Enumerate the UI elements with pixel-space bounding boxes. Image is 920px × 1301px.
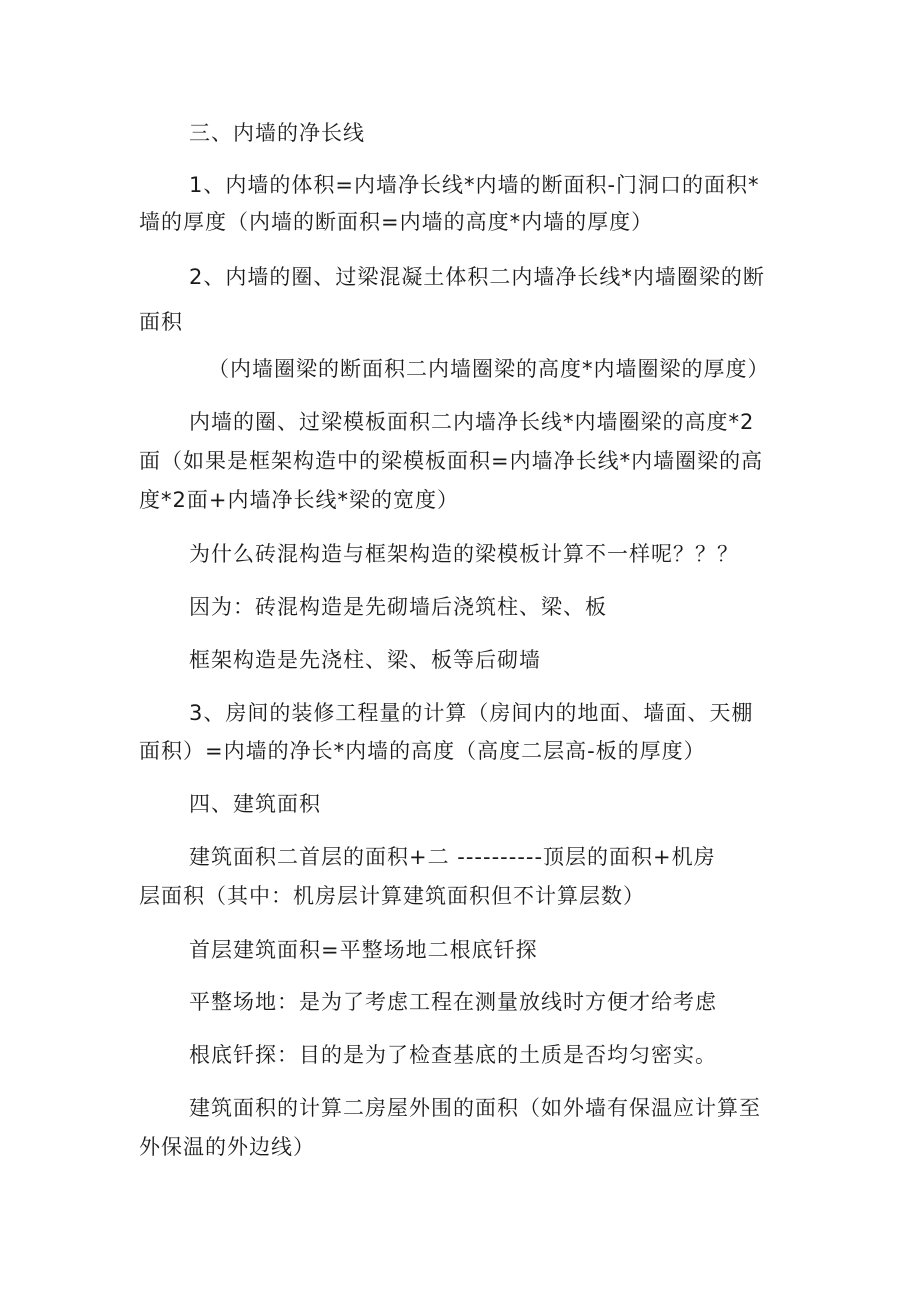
text-line: 建筑面积二首层的面积+二 ----------顶层的面积+机房 [189, 845, 716, 869]
text-line: 根底钎探：目的是为了检查基底的土质是否均匀密实。 [189, 1043, 717, 1067]
text-line: 度*2面+内墙净长线*梁的宽度） [139, 488, 459, 512]
text-line: 2、内墙的圈、过梁混凝土体积二内墙净长线*内墙圈梁的断 [189, 265, 765, 289]
section-heading-3: 三、内墙的净长线 [189, 121, 365, 145]
text-line: 内墙的圈、过梁模板面积二内墙净长线*内墙圈梁的高度*2 [189, 410, 755, 434]
text-line: 面（如果是框架构造中的梁模板面积=内墙净长线*内墙圈梁的高 [139, 449, 764, 473]
text-line: 建筑面积的计算二房屋外围的面积（如外墙有保温应计算至 [189, 1096, 761, 1120]
text-line: 外保温的外边线） [139, 1135, 315, 1159]
text-line: 框架构造是先浇柱、梁、板等后砌墙 [189, 648, 541, 672]
section-heading-4: 四、建筑面积 [189, 792, 321, 816]
text-line: （内墙圈梁的断面积二内墙圈梁的高度*内墙圈梁的厚度） [208, 357, 770, 381]
text-line: 首层建筑面积=平整场地二根底钎探 [189, 938, 538, 962]
text-line: 面积）=内墙的净长*内墙的高度（高度二层高-板的厚度） [139, 739, 706, 763]
text-line: 平整场地：是为了考虑工程在测量放线时方便才给考虑 [189, 990, 717, 1014]
text-line: 1、内墙的体积=内墙净长线*内墙的断面积-门洞口的面积* [189, 173, 760, 197]
text-line: 层面积（其中：机房层计算建筑面积但不计算层数） [139, 884, 645, 908]
text-line: 面积 [139, 310, 183, 334]
text-line: 墙的厚度（内墙的断面积=内墙的高度*内墙的厚度） [139, 210, 654, 234]
text-line: 因为：砖混构造是先砌墙后浇筑柱、梁、板 [189, 595, 607, 619]
text-line: 3、房间的装修工程量的计算（房间内的地面、墙面、天棚 [189, 701, 754, 725]
text-line: 为什么砖混构造与框架构造的梁模板计算不一样呢？？？ [189, 542, 739, 566]
